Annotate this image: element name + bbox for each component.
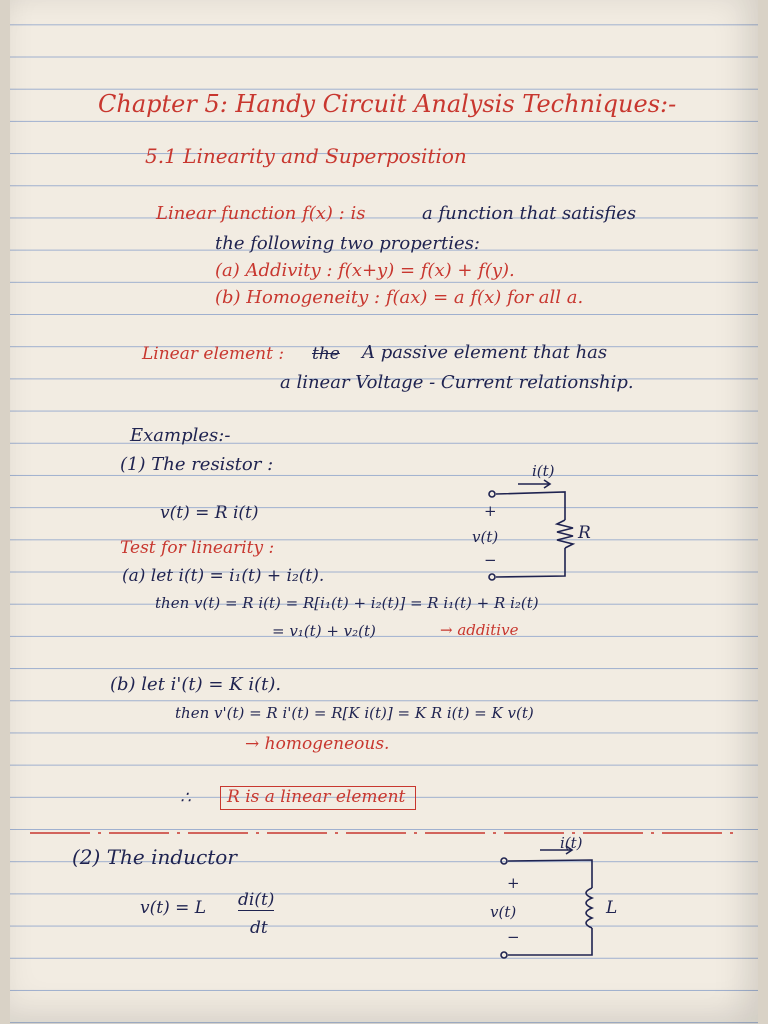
conclusion-box: R is a linear element	[220, 786, 416, 810]
linear-element-term: Linear element :	[142, 344, 285, 364]
resistor-circuit	[10, 0, 758, 1024]
additive-label: → additive	[440, 621, 519, 639]
resistor-symbol	[557, 520, 573, 548]
circuit1-current-label: i(t)	[532, 462, 555, 480]
chapter-title: Chapter 5: Handy Circuit Analysis Techniques:-	[98, 90, 677, 118]
therefore-symbol: ∴	[180, 788, 191, 808]
linear-function-def-2: the following two properties:	[215, 233, 480, 254]
struck-word: the	[312, 344, 340, 364]
wire-top	[496, 492, 565, 520]
test-a-let: (a) let i(t) = i₁(t) + i₂(t).	[122, 566, 325, 586]
test-b-then: then v'(t) = R i'(t) = R[K i(t)] = K R i(t) = K v(t)	[175, 704, 534, 722]
property-homogeneity: (b) Homogeneity : f(ax) = a f(x) for all a.	[215, 287, 584, 308]
circuit1-element-label: R	[578, 523, 591, 543]
section-title: 5.1 Linearity and Superposition	[145, 144, 467, 168]
circuit2-voltage-label: v(t)	[490, 903, 517, 921]
linear-function-term: Linear function f(x) : is	[156, 203, 366, 224]
example-2-heading: (2) The inductor	[72, 845, 237, 869]
property-additivity: (a) Addivity : f(x+y) = f(x) + f(y).	[215, 260, 515, 281]
inductor-equation-left: v(t) = L	[140, 898, 207, 918]
linearity-test-heading: Test for linearity :	[120, 538, 275, 558]
inductor-equation-denominator: dt	[250, 918, 268, 938]
wire-bottom	[496, 548, 565, 577]
linear-element-def-1: A passive element that has	[362, 342, 608, 363]
examples-heading: Examples:-	[130, 425, 231, 446]
homogeneous-label: → homogeneous.	[245, 734, 390, 754]
circuit1-plus: +	[484, 502, 497, 520]
terminal-bottom-2	[501, 952, 507, 958]
circuit2-minus: −	[507, 928, 520, 946]
notebook-page	[10, 0, 758, 1024]
linear-element-def-2: a linear Voltage - Current relationship.	[280, 372, 634, 393]
example-1-heading: (1) The resistor :	[120, 454, 274, 475]
terminal-bottom	[489, 574, 495, 580]
circuit2-plus: +	[507, 874, 520, 892]
terminal-top	[489, 491, 495, 497]
wire-top-2	[508, 860, 592, 888]
circuit2-element-label: L	[606, 898, 618, 918]
resistor-equation: v(t) = R i(t)	[160, 503, 259, 523]
test-a-then: then v(t) = R i(t) = R[i₁(t) + i₂(t)] = R i₁(t) + R i₂(t)	[155, 594, 539, 612]
inductor-equation-numerator: di(t)	[238, 890, 275, 910]
terminal-top-2	[501, 858, 507, 864]
circuit2-current-label: i(t)	[560, 834, 583, 852]
circuit1-minus: −	[484, 551, 497, 569]
inductor-symbol	[586, 888, 592, 928]
test-b-let: (b) let i'(t) = K i(t).	[110, 674, 282, 695]
linear-function-def-1: a function that satisfies	[422, 203, 637, 224]
test-a-result: = v₁(t) + v₂(t)	[272, 622, 376, 640]
circuit1-voltage-label: v(t)	[472, 528, 499, 546]
wire-bottom-2	[508, 928, 592, 955]
